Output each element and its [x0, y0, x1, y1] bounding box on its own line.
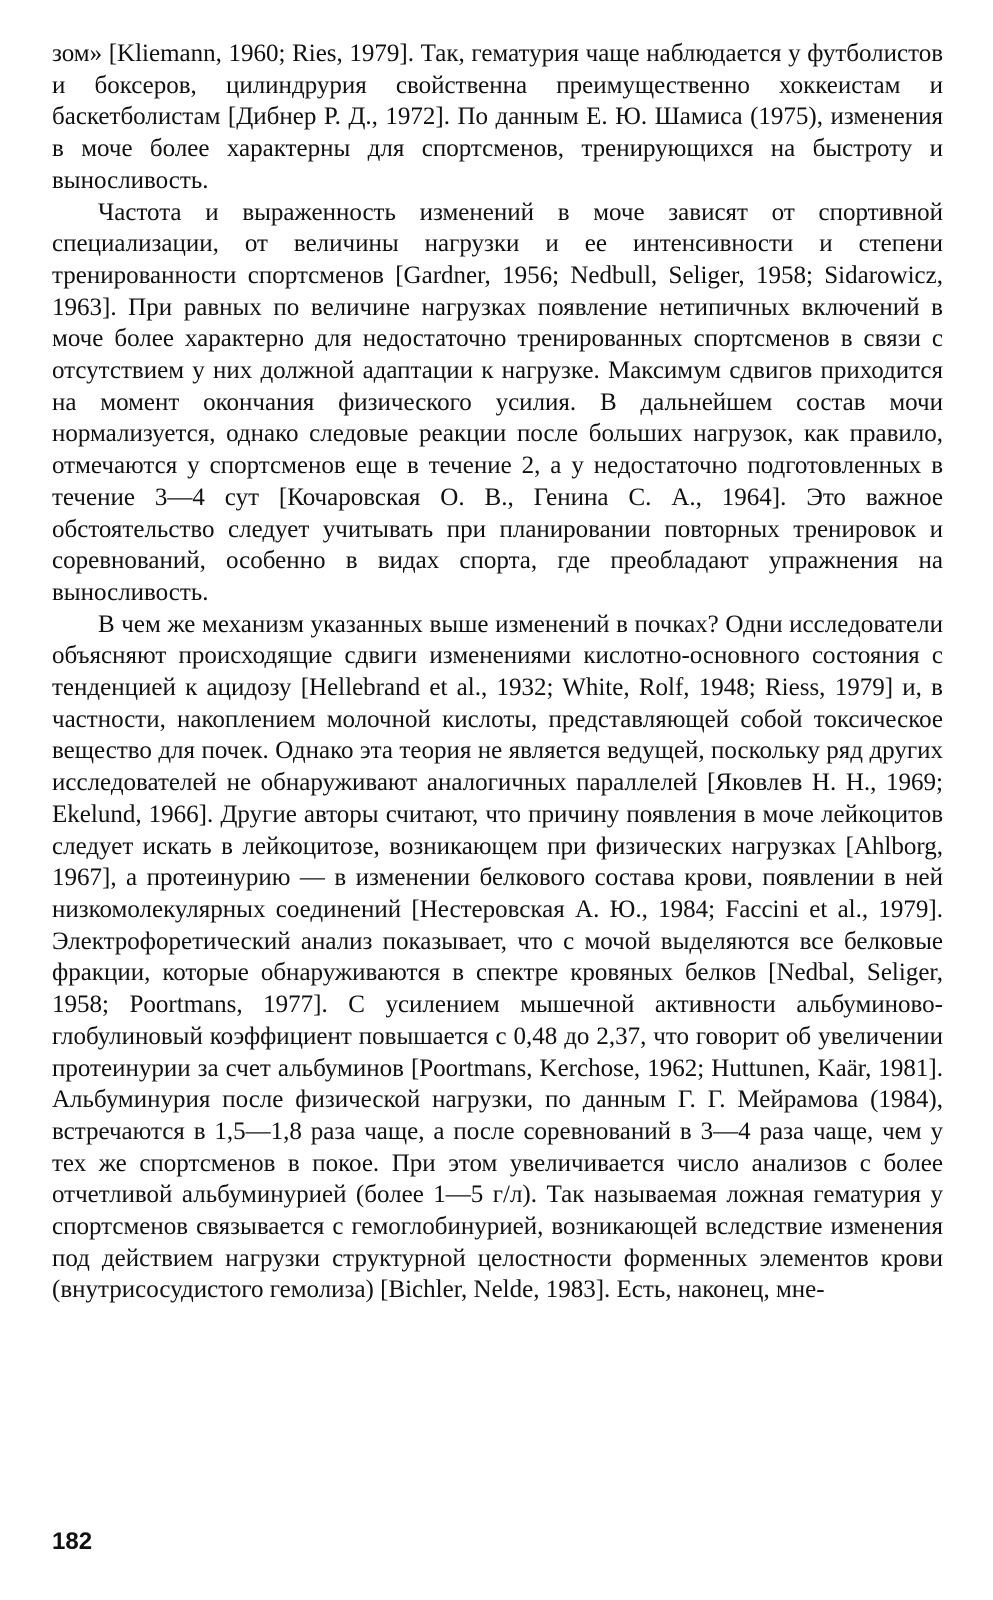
- paragraph-urine-changes-frequency: Частота и выраженность изменений в моче зависят от спортивной специализации, от величины нагрузки и ее интенсивности и степени тренированности спортсменов [Gardner, 1956; Nedbull, Seliger, 1958; Sidarowicz, 1963]. При равных по величине нагрузках появление нетипичных включений в моче более характерно для недостаточно тренированных спортсменов в связи с отсутствием у них должной адаптации к нагрузке. Максимум сдвигов приходится на момент окончания физического усилия. В дальнейшем состав мочи нормализуется, однако следовые реакции после больших нагрузок, как правило, отмечаются у спортсменов еще в течение 2, а у недостаточно подготовленных в течение 3—4 сут [Кочаровская О. В., Генина С. А., 1964]. Это важное обстоятельство следует учитывать при планировании повторных тренировок и соревнований, особенно в видах спорта, где преобладают упражнения на выносливость.: [52, 198, 943, 606]
- paragraph-kidney-mechanism: В чем же механизм указанных выше изменений в почках? Одни исследователи объясняют происходящие сдвиги изменениями кислотно-основного состояния с тенденцией к ацидозу [Hellebrand et al., 1932; White, Rolf, 1948; Riess, 1979] и, в частности, накоплением молочной кислоты, представляющей собой токсическое вещество для почек. Однако эта теория не является ведущей, поскольку ряд других исследователей не обнаруживают аналогичных параллелей [Яковлев Н. Н., 1969; Ekelund, 1966]. Другие авторы считают, что причину появления в моче лейкоцитов следует искать в лейкоцитозе, возникающем при физических нагрузках [Ahlborg, 1967], а протеинурию — в изменении белкового состава крови, появлении в ней низкомолекулярных соединений [Нестеровская А. Ю., 1984; Faccini et al., 1979]. Электрофоретический анализ показывает, что с мочой выделяются все белковые фракции, которые обнаруживаются в спектре кровяных белков [Nedbal, Seliger, 1958; Poortmans, 1977]. С усилением мышечной активности альбуминово-глобулиновый коэффициент повышается с 0,48 до 2,37, что говорит об увеличении протеинурии за счет альбуминов [Poortmans, Kerchose, 1962; Huttunen, Kaär, 1981]. Альбуминурия после физической нагрузки, по данным Г. Г. Мейрамова (1984), встречаются в 1,5—1,8 раза чаще, а после соревнований в 3—4 раза чаще, чем у тех же спортсменов в покое. При этом увеличивается число анализов с более отчетливой альбуминурией (более 1—5 г/л). Так называемая ложная гематурия у спортсменов связывается с гемоглобинурией, возникающей вследствие изменения под действием нагрузки структурной целостности форменных элементов крови (внутрисосудистого гемолиза) [Bichler, Nelde, 1983]. Есть, наконец, мне-: [52, 610, 943, 1304]
- body-text: [52, 38, 943, 1306]
- page-number: 182: [52, 1528, 93, 1555]
- paragraph-continuation: зом» [Kliemann, 1960; Ries, 1979]. Так, гематурия чаще наблюдается у футболистов и боксеров, цилиндрурия свойственна преимущественно хоккеистам и баскетболистам [Дибнер Р. Д., 1972]. По данным Е. Ю. Шамиса (1975), изменения в моче более характерны для спортсменов, тренирующихся на быстроту и выносливость.: [52, 40, 943, 194]
